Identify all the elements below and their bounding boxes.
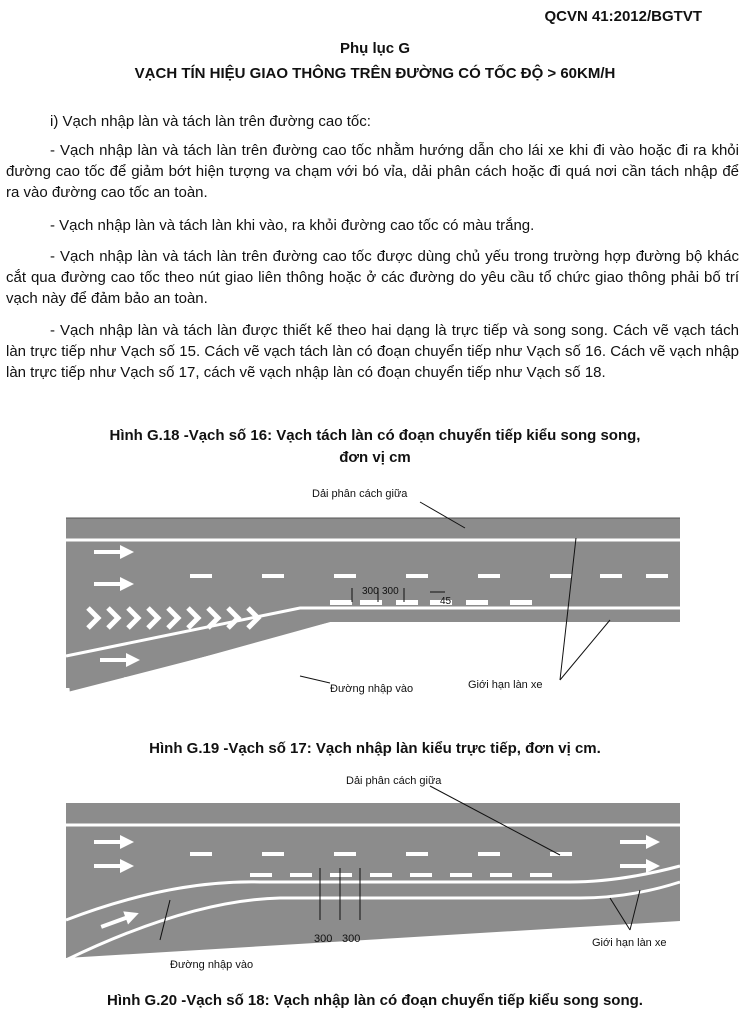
section-heading: i) Vạch nhập làn và tách làn trên đường cao tốc: bbox=[50, 113, 371, 130]
g19-median-label: Dải phân cách giữa bbox=[346, 775, 442, 787]
figure-g18-caption-line1: Hình G.18 -Vạch số 16: Vạch tách làn có đoạn chuyển tiếp kiểu song song, bbox=[109, 427, 641, 444]
g18-dim-c: 45 bbox=[440, 596, 452, 607]
figure-g18-caption-line2: đơn vị cm bbox=[339, 449, 411, 466]
g19-dim-a: 300 bbox=[314, 933, 333, 945]
figure-g19-caption: Hình G.19 -Vạch số 17: Vạch nhập làn kiểu trực tiếp, đơn vị cm. bbox=[149, 740, 601, 757]
g18-median-label: Dải phân cách giữa bbox=[312, 488, 408, 500]
g18-limit-label: Giới hạn làn xe bbox=[468, 679, 543, 691]
paragraph-4: - Vạch nhập làn và tách làn được thiết kế theo hai dạng là trực tiếp và song song. Cách vẽ vạch tách làn trực tiếp như Vạch số 15. Cách vẽ vạch tách làn có đoạn chuyển tiếp như Vạch số 16. Cách vẽ vạch nhập làn trực tiếp như Vạch số 17, cách vẽ vạch nhập làn có đoạn chuyển tiếp như Vạch số 18. bbox=[6, 322, 739, 381]
g18-dim-b: 300 bbox=[382, 586, 399, 597]
figure-g18-diagram bbox=[0, 480, 750, 730]
document-code: QCVN 41:2012/BGTVT bbox=[544, 8, 702, 25]
g19-limit-label: Giới hạn làn xe bbox=[592, 937, 667, 949]
g18-dim-a: 300 bbox=[362, 586, 379, 597]
g19-dim-b: 300 bbox=[342, 933, 361, 945]
main-road bbox=[66, 518, 680, 622]
g19-ramp-label: Đường nhập vào bbox=[170, 959, 254, 971]
paragraph-1: - Vạch nhập làn và tách làn trên đường cao tốc nhằm hướng dẫn cho lái xe khi đi vào hoặc đi ra khỏi đường cao tốc để giảm bớt hiện tượng va chạm với bó vỉa, dải phân cách hoặc đi quá nơi cần tách nhập để ra vào đường cao tốc an toàn. bbox=[6, 142, 739, 201]
figure-g20-caption: Hình G.20 -Vạch số 18: Vạch nhập làn có đoạn chuyển tiếp kiểu song song. bbox=[107, 992, 643, 1009]
figure-g19-diagram bbox=[0, 770, 750, 980]
g18-ramp-label: Đường nhập vào bbox=[330, 683, 414, 695]
appendix-subtitle: VẠCH TÍN HIỆU GIAO THÔNG TRÊN ĐƯỜNG CÓ TỐC ĐỘ > 60KM/H bbox=[134, 65, 616, 82]
paragraph-3: - Vạch nhập làn và tách làn trên đường cao tốc được dùng chủ yếu trong trường hợp đường bộ khác cắt qua đường cao tốc theo nút giao liên thông hoặc ở các đường do yêu cầu tổ chức giao thông phải bố trí vạch này để đảm bảo an toàn. bbox=[6, 248, 739, 307]
appendix-title: Phụ lục G bbox=[339, 40, 410, 57]
paragraph-2: - Vạch nhập làn và tách làn khi vào, ra khỏi đường cao tốc có màu trắng. bbox=[50, 217, 535, 234]
